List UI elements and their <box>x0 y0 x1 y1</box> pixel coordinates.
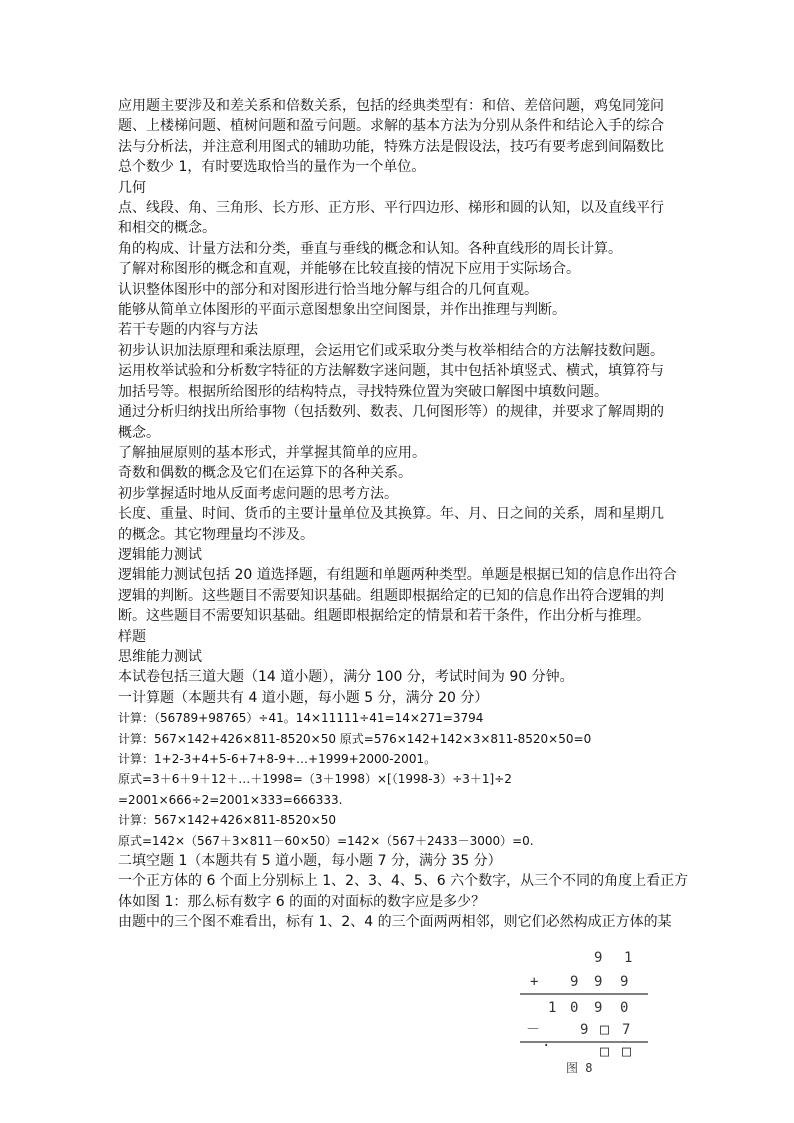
digit: 9 <box>580 1022 589 1038</box>
text-line: 逻辑能力测试包括 20 道选择题，有组题和单题两种类型。单题是根据已知的信息作出符合 <box>118 567 677 584</box>
formula-line: 原式=142×（567＋3×811－60×50）=142×（567＋2433－3000）=0. <box>118 833 534 848</box>
section-heading-topics: 若干专题的内容与方法 <box>118 322 258 339</box>
text-line: 认识整体图形中的部分和对图形进行恰当地分解与组合的几何直观。 <box>118 281 538 298</box>
text-line: 通过分析归纳找出所给事物（包括数列、数表、几何图形等）的规律，并要求了解周期的 <box>118 404 664 421</box>
figure-caption: 图 8 <box>566 1061 593 1075</box>
section-heading-logic: 逻辑能力测试 <box>118 546 202 563</box>
digit: 9 <box>594 974 603 990</box>
digit: 0 <box>570 1000 579 1016</box>
text-line: 了解抽屉原则的基本形式，并掌握其简单的应用。 <box>118 444 426 461</box>
section-heading-thinking-test: 思维能力测试 <box>118 648 202 665</box>
text-line: 了解对称图形的概念和直观，并能够在比较直接的情况下应用于实际场合。 <box>118 261 580 278</box>
plus-sign: + <box>530 974 539 990</box>
text-line: 角的构成、计量方法和分类，垂直与垂线的概念和认知。各种直线形的周长计算。 <box>118 240 622 257</box>
dot-mark: · <box>542 1038 551 1054</box>
text-line: 二填空题 1（本题共有 5 道小题，每小题 7 分，满分 35 分） <box>118 853 502 870</box>
digit: 9 <box>594 950 603 966</box>
text-line: 的概念。其它物理量均不涉及。 <box>118 526 314 543</box>
blank-box: □ <box>600 1042 610 1060</box>
section-heading-geometry: 几何 <box>118 179 146 196</box>
formula-line: 计算：567×142+426×811-8520×50 <box>118 813 336 828</box>
digit: 9 <box>594 1000 603 1016</box>
digit: 1 <box>548 1000 557 1016</box>
text-line: 体如图 1：那么标有数字 6 的面的对面标的数字应是多少？ <box>118 893 486 910</box>
text-line: 逻辑的判断。这些题目不需要知识基础。组题即根据给定的已知的信息作出符合逻辑的判 <box>118 587 664 604</box>
document-body <box>118 96 689 933</box>
section-heading-samples: 样题 <box>118 628 146 645</box>
figure-8-vertical-arithmetic <box>508 946 668 1076</box>
digit: 9 <box>620 974 629 990</box>
blank-box: □ <box>600 1020 610 1038</box>
text-line: 断。这些题目不需要知识基础。组题即根据给定的情景和若干条件，作出分析与推理。 <box>118 608 650 625</box>
text-line: 初步掌握适时地从反面考虑问题的思考方法。 <box>118 485 398 502</box>
text-line: 由题中的三个图不难看出，标有 1、2、4 的三个面两两相邻，则它们必然构成正方体的某 <box>118 914 672 931</box>
digit: 0 <box>620 1000 629 1016</box>
formula-line: =2001×666÷2=2001×333=666333. <box>118 792 343 807</box>
text-line: 初步认识加法原理和乘法原理，会运用它们或采取分类与枚举相结合的方法解技数问题。 <box>118 342 664 359</box>
text-line: 一计算题（本题共有 4 道小题，每小题 5 分，满分 20 分） <box>118 689 489 706</box>
formula-line: 计算：1+2-3+4+5-6+7+8-9+…+1999+2000-2001。 <box>118 752 437 766</box>
text-line: 法与分析法，并注意利用图式的辅助功能，特殊方法是假设法，技巧有要考虑到间隔数比 <box>118 138 664 155</box>
text-line: 概念。 <box>118 424 160 441</box>
digit: 7 <box>622 1022 631 1038</box>
text-line: 题、上楼梯问题、植树问题和盈亏问题。求解的基本方法为分别从条件和结论入手的综合 <box>118 118 664 135</box>
text-line: 和相交的概念。 <box>118 220 216 237</box>
text-line: 应用题主要涉及和差关系和倍数关系，包括的经典类型有：和倍、差倍问题，鸡兔同笼问 <box>118 98 664 114</box>
text-line: 长度、重量、时间、货币的主要计量单位及其换算。年、月、日之间的关系，周和星期几 <box>118 506 664 523</box>
text-line: 奇数和偶数的概念及它们在运算下的各种关系。 <box>118 465 412 482</box>
digit: 1 <box>624 950 633 966</box>
formula-line: 计算：567×142+426×811-8520×50 原式=576×142+142×3×811-8520×50=0 <box>118 731 592 746</box>
text-line: 加括号等。根据所给图形的结构特点，寻找特殊位置为突破口解图中填数问题。 <box>118 383 608 400</box>
text-line: 本试卷包括三道大题（14 道小题），满分 100 分，考试时间为 90 分钟。 <box>118 669 574 686</box>
text-line: 运用枚举试验和分析数字特征的方法解数字迷问题，其中包括补填竖式、横式，填算符与 <box>118 363 664 380</box>
text-line: 能够从简单立体图形的平面示意图想象出空间图景，并作出推理与判断。 <box>118 302 566 319</box>
formula-line: 计算：（56789+98765）÷41。14×11111÷41=14×271=3794 <box>118 711 484 726</box>
formula-line: 原式=3＋6＋9＋12＋…＋1998=（3＋1998）×[（1998-3）÷3＋1]÷2 <box>118 772 512 787</box>
digit: 9 <box>570 974 579 990</box>
minus-sign: － <box>526 1022 540 1038</box>
text-line: 点、线段、角、三角形、长方形、正方形、平行四边形、梯形和圆的认知，以及直线平行 <box>118 200 664 217</box>
text-line: 一个正方体的 6 个面上分别标上 1、2、3、4、5、6 六个数字，从三个不同的角度上看正方 <box>118 873 689 890</box>
blank-box: □ <box>622 1042 632 1060</box>
text-line: 总个数少 1，有时要选取恰当的量作为一个单位。 <box>118 159 426 176</box>
